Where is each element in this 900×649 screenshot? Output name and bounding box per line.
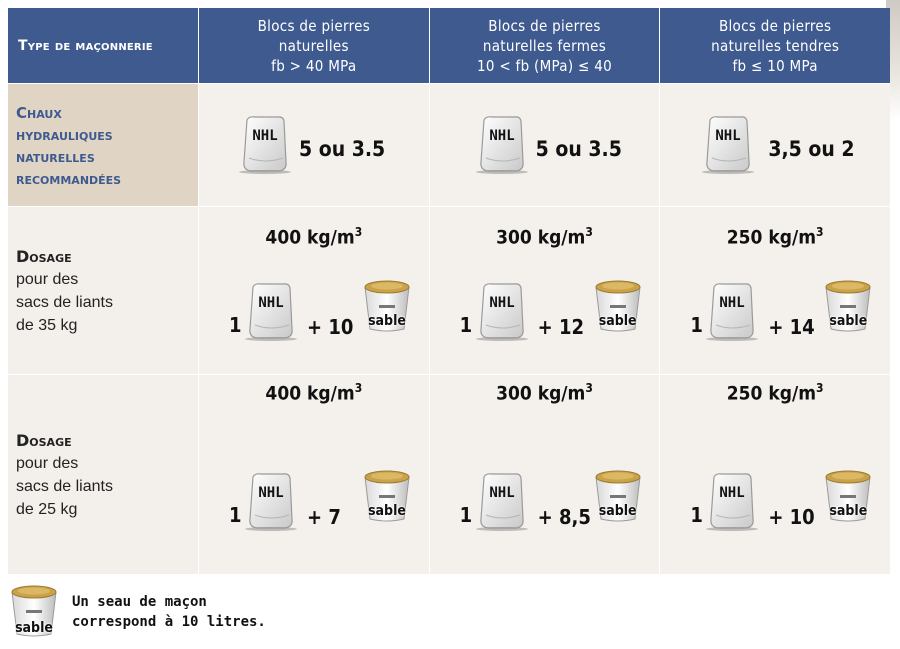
dose-text: 300 kg/m <box>496 226 586 249</box>
dosage35-row-label <box>8 207 198 374</box>
bag-count: 1 <box>690 313 703 337</box>
header-row-label-text: Type de maçonnerie <box>18 37 153 54</box>
chaux-value-2: 5 ou 3.5 <box>535 137 622 161</box>
dose-exponent: 3 <box>585 381 593 395</box>
sable-label: sable <box>829 313 868 329</box>
sand-count: + 7 <box>307 505 341 529</box>
nhl-bag-icon <box>476 114 528 174</box>
svg-text:NHL: NHL <box>489 295 515 311</box>
dosage35-cell-2 <box>430 207 660 374</box>
dose-value <box>430 225 660 248</box>
nhl-bag-icon <box>706 281 758 341</box>
sable-label: sable <box>598 503 637 519</box>
sable-label: sable <box>368 503 406 519</box>
header-row-label <box>8 8 198 83</box>
dose-text: 250 kg/m <box>726 226 817 249</box>
nhl-bag-icon <box>245 281 297 341</box>
svg-text:NHL: NHL <box>719 295 745 311</box>
bag-count: 1 <box>229 313 242 337</box>
sand-count: + 10 <box>307 315 354 339</box>
svg-text:NHL: NHL <box>258 295 284 311</box>
chaux-cell-3 <box>660 84 890 206</box>
dosage25-row-label <box>8 375 198 574</box>
sand-bucket-icon <box>592 277 644 333</box>
dosage25-sub: pour des sacs de liants de 25 kg <box>16 454 113 518</box>
dosage25-title: Dosage <box>16 430 72 450</box>
nhl-bag-icon <box>476 281 528 341</box>
bag-count: 1 <box>229 503 242 527</box>
dose-text: 400 kg/m <box>265 382 355 405</box>
dose-exponent: 3 <box>354 381 363 395</box>
dosage35-title: Dosage <box>16 246 72 266</box>
dosage25-cell-2 <box>430 375 660 574</box>
sand-bucket-icon <box>822 277 874 333</box>
sable-label: sable <box>368 313 406 329</box>
svg-text:NHL: NHL <box>715 128 741 144</box>
masonry-table <box>8 8 890 572</box>
bag-count: 1 <box>690 503 703 527</box>
dosage25-cell-3 <box>660 375 890 574</box>
nhl-bag-icon <box>706 471 758 531</box>
dose-value <box>660 225 890 248</box>
nhl-bag-icon <box>239 114 291 174</box>
dose-text: 250 kg/m <box>726 382 817 405</box>
header-col-2: Blocs de pierres naturelles fermes 10 < fb (MPa) ≤ 40 <box>430 8 660 83</box>
svg-text:NHL: NHL <box>252 128 278 144</box>
svg-text:NHL: NHL <box>489 485 515 501</box>
dose-exponent: 3 <box>354 225 363 239</box>
sable-label: sable <box>598 313 637 329</box>
sand-count: + 12 <box>537 315 585 339</box>
legend <box>8 578 608 644</box>
nhl-bag-icon <box>702 114 754 174</box>
dose-exponent: 3 <box>585 225 593 239</box>
svg-text:NHL: NHL <box>719 485 745 501</box>
header-col-3: Blocs de pierres naturelles tendres fb ≤ 10 MPa <box>660 8 890 83</box>
bag-count: 1 <box>459 313 473 337</box>
dose-text: 300 kg/m <box>496 382 586 405</box>
dosage35-sub: pour des sacs de liants de 35 kg <box>16 270 113 334</box>
sand-bucket-icon <box>361 467 413 523</box>
dosage25-cell-1 <box>199 375 429 574</box>
sand-bucket-icon <box>822 467 874 523</box>
dose-value <box>199 225 429 248</box>
legend-sable-label: sable <box>15 620 53 636</box>
dose-text: 400 kg/m <box>265 226 355 249</box>
chaux-row-label: Chaux hydrauliques naturelles recommandées <box>8 84 198 206</box>
chaux-cell-2 <box>430 84 660 206</box>
sable-label: sable <box>829 503 868 519</box>
svg-text:NHL: NHL <box>258 485 284 501</box>
dose-exponent: 3 <box>816 225 824 239</box>
sand-count: + 10 <box>768 505 815 529</box>
dosage35-cell-3 <box>660 207 890 374</box>
dose-value <box>660 381 890 404</box>
sand-bucket-icon <box>592 467 644 523</box>
header-col-1: Blocs de pierres naturelles fb > 40 MPa <box>199 8 429 83</box>
nhl-bag-icon <box>245 471 297 531</box>
svg-text:NHL: NHL <box>489 128 515 144</box>
sand-count: + 8,5 <box>537 505 591 529</box>
bag-count: 1 <box>459 503 473 527</box>
dosage35-cell-1 <box>199 207 429 374</box>
dose-exponent: 3 <box>816 381 824 395</box>
chaux-value-1: 5 ou 3.5 <box>299 137 386 161</box>
sand-bucket-icon <box>8 580 60 640</box>
legend-text: Un seau de maçon correspond à 10 litres. <box>72 594 266 630</box>
sand-count: + 14 <box>768 315 815 339</box>
nhl-bag-icon <box>476 471 528 531</box>
chaux-value-3: 3,5 ou 2 <box>768 137 855 161</box>
chaux-cell-1 <box>199 84 429 206</box>
dose-value <box>430 381 660 404</box>
sand-bucket-icon <box>361 277 413 333</box>
dose-value <box>199 381 429 404</box>
